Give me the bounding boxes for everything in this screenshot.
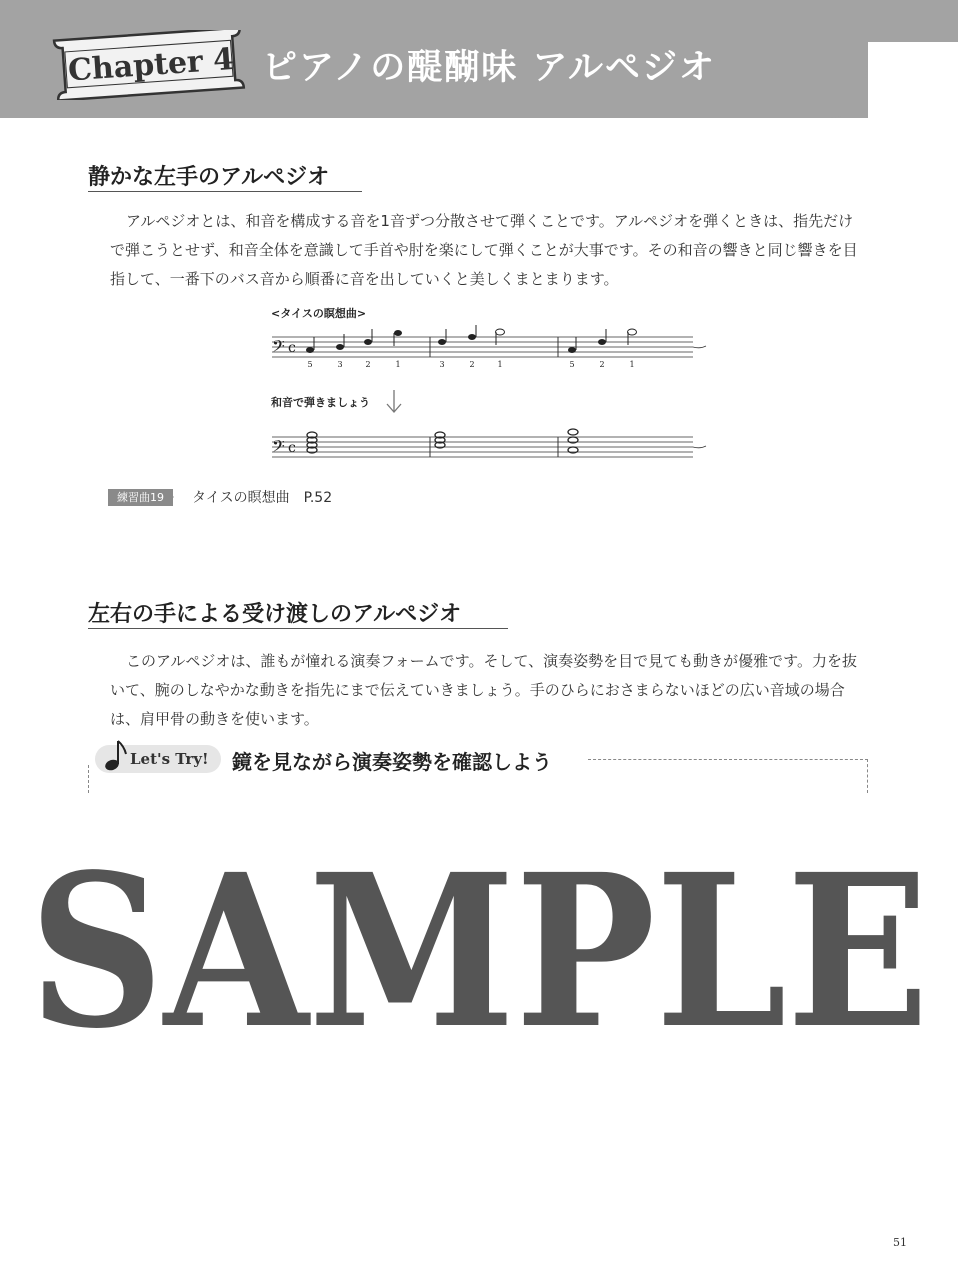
section2-line-3: は、肩甲骨の動きを使います。 [110, 710, 319, 728]
music-note-icon [102, 738, 128, 774]
fingering: 1 [629, 360, 635, 369]
svg-text:𝄢: 𝄢 [272, 436, 285, 460]
svg-text:c: c [288, 440, 296, 456]
fingering: 3 [439, 360, 445, 369]
fingering: 2 [365, 360, 371, 369]
fingering: 2 [469, 360, 475, 369]
section2-line-1: このアルペジオは、誰もが憧れる演奏フォームです。そして、演奏姿勢を目で見ても動きが優雅です。力を抜 [126, 652, 857, 670]
practice-reference: タイスの瞑想曲 P.52 [192, 490, 333, 506]
chapter-title: ピアノの醍醐味 アルペジオ [262, 48, 716, 88]
svg-text:𝄢: 𝄢 [272, 336, 285, 360]
chord-staff [268, 425, 708, 465]
chord-caption: 和音で弾きましょう [271, 396, 370, 409]
fingering: 1 [497, 360, 503, 369]
fingering: 5 [307, 360, 313, 369]
section2-heading-rule [88, 628, 508, 629]
lets-try-frame-right [867, 759, 868, 793]
fingering: 2 [599, 360, 605, 369]
section1-heading-rule [88, 191, 362, 192]
lets-try-frame-top [588, 759, 868, 760]
down-arrow-icon [385, 388, 403, 414]
chapter-label: Chapter 4 [66, 42, 236, 89]
practice-badge: 練習曲19 [108, 489, 173, 506]
lets-try-title: 鏡を見ながら演奏姿勢を確認しよう [232, 750, 552, 774]
lets-try-frame-left [88, 765, 89, 793]
fingering: 5 [569, 360, 575, 369]
section2-paragraph [110, 647, 870, 734]
sample-watermark [0, 840, 958, 1070]
section1-paragraph [110, 207, 870, 294]
section2-line-2: いて、腕のしなやかな動きを指先にまで伝えていきましょう。手のひらにおさまらないほどの広い音域の場合 [110, 681, 845, 699]
section2-heading: 左右の手による受け渡しのアルペジオ [88, 602, 462, 627]
section1-heading: 静かな左手のアルペジオ [88, 165, 330, 190]
arpeggio-staff [268, 325, 708, 375]
svg-text:c: c [288, 340, 296, 356]
section1-line-2: で弾こうとせず、和音全体を意識して手首や肘を楽にして弾くことが大事です。その和音の響きと同じ響きを目 [110, 241, 858, 259]
fingering: 3 [337, 360, 343, 369]
fingering: 1 [395, 360, 401, 369]
score-title: <タイスの瞑想曲> [271, 307, 367, 320]
practice-badge-arrow [164, 489, 174, 505]
section1-line-1: アルペジオとは、和音を構成する音を1音ずつ分散させて弾くことです。アルペジオを弾くときは、指先だけ [126, 212, 854, 230]
lets-try-label: Let's Try! [130, 750, 209, 768]
watermark-text: SAMPLE [29, 840, 929, 1070]
section1-line-3: 指して、一番下のバス音から順番に音を出していくと美しくまとまります。 [110, 270, 619, 288]
page-number: 51 [893, 1236, 907, 1249]
